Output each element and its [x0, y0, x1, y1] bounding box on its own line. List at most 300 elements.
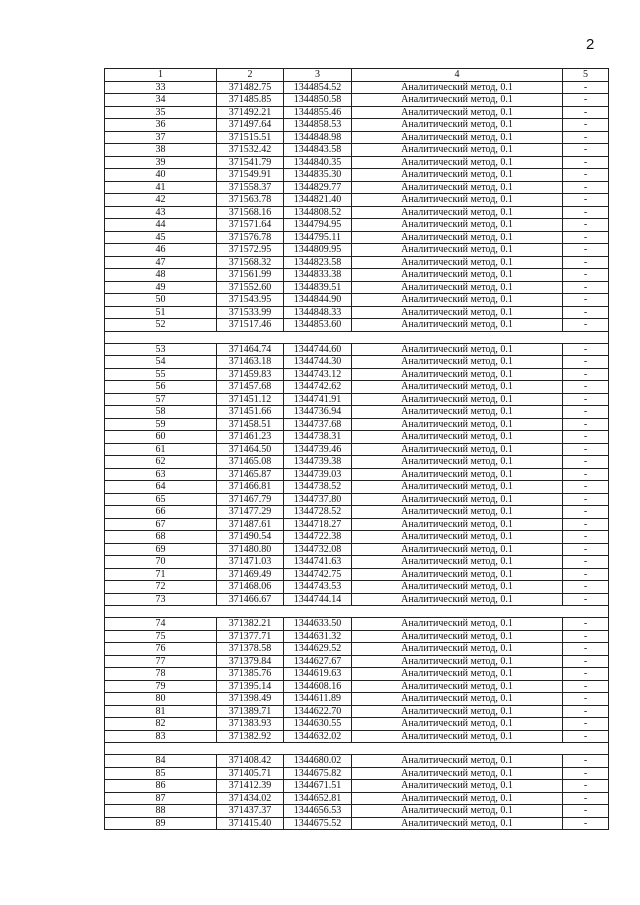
method-cell: Аналитический метод, 0.1: [352, 443, 563, 456]
point-number-cell: 47: [105, 256, 217, 269]
accuracy-cell: -: [563, 718, 609, 731]
accuracy-cell: -: [563, 593, 609, 606]
y-coordinate-cell: 1344737.68: [284, 418, 352, 431]
method-cell: Аналитический метод, 0.1: [352, 181, 563, 194]
x-coordinate-cell: 371408.42: [217, 755, 284, 768]
y-coordinate-cell: 1344722.38: [284, 531, 352, 544]
y-coordinate-cell: 1344848.98: [284, 131, 352, 144]
table-row: [105, 219, 609, 232]
y-coordinate-cell: 1344680.02: [284, 755, 352, 768]
method-cell: Аналитический метод, 0.1: [352, 94, 563, 107]
method-cell: Аналитический метод, 0.1: [352, 805, 563, 818]
x-coordinate-cell: 371405.71: [217, 767, 284, 780]
table-row: [105, 181, 609, 194]
table-row: [105, 817, 609, 830]
point-number-cell: 41: [105, 181, 217, 194]
y-coordinate-cell: 1344821.40: [284, 194, 352, 207]
separator-cell: [284, 606, 352, 618]
x-coordinate-cell: 371463.18: [217, 356, 284, 369]
table-row: [105, 306, 609, 319]
y-coordinate-cell: 1344808.52: [284, 206, 352, 219]
table-body: [105, 81, 609, 830]
accuracy-cell: -: [563, 431, 609, 444]
table-row: [105, 406, 609, 419]
method-cell: Аналитический метод, 0.1: [352, 792, 563, 805]
table-row: [105, 468, 609, 481]
table-row: [105, 418, 609, 431]
x-coordinate-cell: 371379.84: [217, 655, 284, 668]
table-row: [105, 319, 609, 332]
point-number-cell: 55: [105, 368, 217, 381]
accuracy-cell: -: [563, 568, 609, 581]
point-number-cell: 65: [105, 493, 217, 506]
table-row: [105, 94, 609, 107]
accuracy-cell: -: [563, 481, 609, 494]
accuracy-cell: -: [563, 680, 609, 693]
x-coordinate-cell: 371389.71: [217, 705, 284, 718]
y-coordinate-cell: 1344795.11: [284, 231, 352, 244]
table-row: [105, 805, 609, 818]
table-row: [105, 593, 609, 606]
x-coordinate-cell: 371561.99: [217, 269, 284, 282]
method-cell: Аналитический метод, 0.1: [352, 780, 563, 793]
separator-cell: [352, 331, 563, 343]
y-coordinate-cell: 1344611.89: [284, 693, 352, 706]
table-row: [105, 506, 609, 519]
point-number-cell: 70: [105, 556, 217, 569]
table-row: [105, 156, 609, 169]
y-coordinate-cell: 1344743.53: [284, 581, 352, 594]
y-coordinate-cell: 1344738.52: [284, 481, 352, 494]
y-coordinate-cell: 1344850.58: [284, 94, 352, 107]
point-number-cell: 81: [105, 705, 217, 718]
point-number-cell: 62: [105, 456, 217, 469]
y-coordinate-cell: 1344742.62: [284, 381, 352, 394]
table-row: [105, 381, 609, 394]
point-number-cell: 88: [105, 805, 217, 818]
method-cell: Аналитический метод, 0.1: [352, 767, 563, 780]
table-row: [105, 693, 609, 706]
method-cell: Аналитический метод, 0.1: [352, 244, 563, 257]
table-row: [105, 443, 609, 456]
accuracy-cell: -: [563, 356, 609, 369]
method-cell: Аналитический метод, 0.1: [352, 81, 563, 94]
y-coordinate-cell: 1344848.33: [284, 306, 352, 319]
y-coordinate-cell: 1344744.14: [284, 593, 352, 606]
method-cell: Аналитический метод, 0.1: [352, 680, 563, 693]
accuracy-cell: -: [563, 668, 609, 681]
accuracy-cell: -: [563, 493, 609, 506]
y-coordinate-cell: 1344855.46: [284, 106, 352, 119]
point-number-cell: 50: [105, 294, 217, 307]
accuracy-cell: -: [563, 368, 609, 381]
table-row: [105, 81, 609, 94]
y-coordinate-cell: 1344632.02: [284, 730, 352, 743]
x-coordinate-cell: 371382.21: [217, 618, 284, 631]
method-cell: Аналитический метод, 0.1: [352, 144, 563, 157]
method-cell: Аналитический метод, 0.1: [352, 618, 563, 631]
table-row: [105, 643, 609, 656]
accuracy-cell: -: [563, 131, 609, 144]
method-cell: Аналитический метод, 0.1: [352, 294, 563, 307]
method-cell: Аналитический метод, 0.1: [352, 456, 563, 469]
separator-cell: [217, 331, 284, 343]
x-coordinate-cell: 371541.79: [217, 156, 284, 169]
point-number-cell: 78: [105, 668, 217, 681]
method-cell: Аналитический метод, 0.1: [352, 356, 563, 369]
y-coordinate-cell: 1344744.60: [284, 343, 352, 356]
separator-cell: [284, 331, 352, 343]
x-coordinate-cell: 371543.95: [217, 294, 284, 307]
method-cell: Аналитический метод, 0.1: [352, 630, 563, 643]
accuracy-cell: -: [563, 443, 609, 456]
accuracy-cell: -: [563, 256, 609, 269]
x-coordinate-cell: 371398.49: [217, 693, 284, 706]
y-coordinate-cell: 1344741.91: [284, 393, 352, 406]
method-cell: Аналитический метод, 0.1: [352, 655, 563, 668]
point-number-cell: 79: [105, 680, 217, 693]
accuracy-cell: -: [563, 156, 609, 169]
accuracy-cell: -: [563, 294, 609, 307]
y-coordinate-cell: 1344631.32: [284, 630, 352, 643]
x-coordinate-cell: 371437.37: [217, 805, 284, 818]
method-cell: Аналитический метод, 0.1: [352, 718, 563, 731]
accuracy-cell: -: [563, 655, 609, 668]
method-cell: Аналитический метод, 0.1: [352, 368, 563, 381]
accuracy-cell: -: [563, 456, 609, 469]
point-number-cell: 38: [105, 144, 217, 157]
point-number-cell: 73: [105, 593, 217, 606]
point-number-cell: 35: [105, 106, 217, 119]
method-cell: Аналитический метод, 0.1: [352, 319, 563, 332]
point-number-cell: 85: [105, 767, 217, 780]
accuracy-cell: -: [563, 119, 609, 132]
table-row: [105, 281, 609, 294]
y-coordinate-cell: 1344608.16: [284, 680, 352, 693]
y-coordinate-cell: 1344629.52: [284, 643, 352, 656]
table-row: [105, 231, 609, 244]
x-coordinate-cell: 371485.85: [217, 94, 284, 107]
x-coordinate-cell: 371552.60: [217, 281, 284, 294]
accuracy-cell: -: [563, 630, 609, 643]
header-col-4: 4: [352, 69, 563, 82]
x-coordinate-cell: 371466.67: [217, 593, 284, 606]
point-number-cell: 39: [105, 156, 217, 169]
table-row: [105, 131, 609, 144]
accuracy-cell: -: [563, 244, 609, 257]
x-coordinate-cell: 371465.87: [217, 468, 284, 481]
point-number-cell: 77: [105, 655, 217, 668]
y-coordinate-cell: 1344736.94: [284, 406, 352, 419]
method-cell: Аналитический метод, 0.1: [352, 343, 563, 356]
table-row: [105, 655, 609, 668]
point-number-cell: 49: [105, 281, 217, 294]
accuracy-cell: -: [563, 406, 609, 419]
x-coordinate-cell: 371469.49: [217, 568, 284, 581]
method-cell: Аналитический метод, 0.1: [352, 493, 563, 506]
point-number-cell: 54: [105, 356, 217, 369]
page-number: 2: [586, 36, 595, 53]
method-cell: Аналитический метод, 0.1: [352, 730, 563, 743]
table-row: [105, 718, 609, 731]
y-coordinate-cell: 1344718.27: [284, 518, 352, 531]
accuracy-cell: -: [563, 468, 609, 481]
table-row: [105, 481, 609, 494]
accuracy-cell: -: [563, 169, 609, 182]
table-row: [105, 730, 609, 743]
accuracy-cell: -: [563, 518, 609, 531]
accuracy-cell: -: [563, 693, 609, 706]
accuracy-cell: -: [563, 269, 609, 282]
point-number-cell: 83: [105, 730, 217, 743]
x-coordinate-cell: 371568.32: [217, 256, 284, 269]
x-coordinate-cell: 371558.37: [217, 181, 284, 194]
table-row: [105, 431, 609, 444]
x-coordinate-cell: 371482.75: [217, 81, 284, 94]
x-coordinate-cell: 371457.68: [217, 381, 284, 394]
y-coordinate-cell: 1344738.31: [284, 431, 352, 444]
method-cell: Аналитический метод, 0.1: [352, 581, 563, 594]
y-coordinate-cell: 1344671.51: [284, 780, 352, 793]
table-row: [105, 194, 609, 207]
coordinates-sheet: [104, 68, 603, 830]
point-number-cell: 82: [105, 718, 217, 731]
separator-cell: [563, 743, 609, 755]
method-cell: Аналитический метод, 0.1: [352, 393, 563, 406]
accuracy-cell: -: [563, 281, 609, 294]
accuracy-cell: -: [563, 805, 609, 818]
y-coordinate-cell: 1344622.70: [284, 705, 352, 718]
method-cell: Аналитический метод, 0.1: [352, 593, 563, 606]
table-row: [105, 705, 609, 718]
x-coordinate-cell: 371461.23: [217, 431, 284, 444]
point-number-cell: 71: [105, 568, 217, 581]
point-number-cell: 72: [105, 581, 217, 594]
table-row: [105, 531, 609, 544]
separator-cell: [563, 331, 609, 343]
x-coordinate-cell: 371515.51: [217, 131, 284, 144]
group-separator: [105, 331, 609, 343]
x-coordinate-cell: 371464.50: [217, 443, 284, 456]
accuracy-cell: -: [563, 705, 609, 718]
accuracy-cell: -: [563, 531, 609, 544]
separator-cell: [352, 743, 563, 755]
point-number-cell: 42: [105, 194, 217, 207]
x-coordinate-cell: 371451.12: [217, 393, 284, 406]
point-number-cell: 89: [105, 817, 217, 830]
method-cell: Аналитический метод, 0.1: [352, 381, 563, 394]
method-cell: Аналитический метод, 0.1: [352, 256, 563, 269]
x-coordinate-cell: 371415.40: [217, 817, 284, 830]
method-cell: Аналитический метод, 0.1: [352, 281, 563, 294]
y-coordinate-cell: 1344675.82: [284, 767, 352, 780]
table-row: [105, 568, 609, 581]
x-coordinate-cell: 371451.66: [217, 406, 284, 419]
x-coordinate-cell: 371458.51: [217, 418, 284, 431]
x-coordinate-cell: 371532.42: [217, 144, 284, 157]
point-number-cell: 48: [105, 269, 217, 282]
accuracy-cell: -: [563, 393, 609, 406]
accuracy-cell: -: [563, 581, 609, 594]
y-coordinate-cell: 1344833.38: [284, 269, 352, 282]
y-coordinate-cell: 1344630.55: [284, 718, 352, 731]
x-coordinate-cell: 371378.58: [217, 643, 284, 656]
method-cell: Аналитический метод, 0.1: [352, 194, 563, 207]
accuracy-cell: -: [563, 94, 609, 107]
x-coordinate-cell: 371480.80: [217, 543, 284, 556]
y-coordinate-cell: 1344633.50: [284, 618, 352, 631]
method-cell: Аналитический метод, 0.1: [352, 306, 563, 319]
point-number-cell: 57: [105, 393, 217, 406]
y-coordinate-cell: 1344823.58: [284, 256, 352, 269]
method-cell: Аналитический метод, 0.1: [352, 169, 563, 182]
table-row: [105, 144, 609, 157]
method-cell: Аналитический метод, 0.1: [352, 406, 563, 419]
table-row: [105, 767, 609, 780]
method-cell: Аналитический метод, 0.1: [352, 705, 563, 718]
table-row: [105, 493, 609, 506]
x-coordinate-cell: 371385.76: [217, 668, 284, 681]
accuracy-cell: -: [563, 780, 609, 793]
table-row: [105, 581, 609, 594]
header-row: [105, 69, 609, 82]
table-row: [105, 668, 609, 681]
accuracy-cell: -: [563, 206, 609, 219]
method-cell: Аналитический метод, 0.1: [352, 131, 563, 144]
point-number-cell: 34: [105, 94, 217, 107]
method-cell: Аналитический метод, 0.1: [352, 206, 563, 219]
table-row: [105, 780, 609, 793]
accuracy-cell: -: [563, 506, 609, 519]
y-coordinate-cell: 1344739.03: [284, 468, 352, 481]
y-coordinate-cell: 1344853.60: [284, 319, 352, 332]
table-row: [105, 518, 609, 531]
separator-cell: [284, 743, 352, 755]
x-coordinate-cell: 371576.78: [217, 231, 284, 244]
y-coordinate-cell: 1344843.58: [284, 144, 352, 157]
accuracy-cell: -: [563, 219, 609, 232]
x-coordinate-cell: 371497.64: [217, 119, 284, 132]
method-cell: Аналитический метод, 0.1: [352, 543, 563, 556]
y-coordinate-cell: 1344744.30: [284, 356, 352, 369]
point-number-cell: 60: [105, 431, 217, 444]
method-cell: Аналитический метод, 0.1: [352, 693, 563, 706]
y-coordinate-cell: 1344627.67: [284, 655, 352, 668]
separator-cell: [105, 331, 217, 343]
table-row: [105, 294, 609, 307]
x-coordinate-cell: 371477.29: [217, 506, 284, 519]
accuracy-cell: -: [563, 381, 609, 394]
separator-cell: [217, 606, 284, 618]
point-number-cell: 64: [105, 481, 217, 494]
accuracy-cell: -: [563, 767, 609, 780]
method-cell: Аналитический метод, 0.1: [352, 518, 563, 531]
separator-cell: [217, 743, 284, 755]
coordinates-table: [104, 68, 609, 830]
point-number-cell: 84: [105, 755, 217, 768]
method-cell: Аналитический метод, 0.1: [352, 468, 563, 481]
table-row: [105, 630, 609, 643]
x-coordinate-cell: 371467.79: [217, 493, 284, 506]
method-cell: Аналитический метод, 0.1: [352, 556, 563, 569]
y-coordinate-cell: 1344743.12: [284, 368, 352, 381]
point-number-cell: 36: [105, 119, 217, 132]
header-col-1: 1: [105, 69, 217, 82]
method-cell: Аналитический метод, 0.1: [352, 817, 563, 830]
point-number-cell: 40: [105, 169, 217, 182]
x-coordinate-cell: 371383.93: [217, 718, 284, 731]
x-coordinate-cell: 371563.78: [217, 194, 284, 207]
x-coordinate-cell: 371377.71: [217, 630, 284, 643]
x-coordinate-cell: 371571.64: [217, 219, 284, 232]
table-row: [105, 119, 609, 132]
accuracy-cell: -: [563, 543, 609, 556]
accuracy-cell: -: [563, 306, 609, 319]
y-coordinate-cell: 1344835.30: [284, 169, 352, 182]
separator-cell: [105, 743, 217, 755]
accuracy-cell: -: [563, 418, 609, 431]
table-row: [105, 543, 609, 556]
point-number-cell: 75: [105, 630, 217, 643]
x-coordinate-cell: 371471.03: [217, 556, 284, 569]
accuracy-cell: -: [563, 556, 609, 569]
y-coordinate-cell: 1344854.52: [284, 81, 352, 94]
point-number-cell: 74: [105, 618, 217, 631]
table-row: [105, 755, 609, 768]
accuracy-cell: -: [563, 618, 609, 631]
y-coordinate-cell: 1344656.53: [284, 805, 352, 818]
y-coordinate-cell: 1344844.90: [284, 294, 352, 307]
method-cell: Аналитический метод, 0.1: [352, 668, 563, 681]
y-coordinate-cell: 1344675.52: [284, 817, 352, 830]
x-coordinate-cell: 371533.99: [217, 306, 284, 319]
accuracy-cell: -: [563, 643, 609, 656]
accuracy-cell: -: [563, 319, 609, 332]
point-number-cell: 80: [105, 693, 217, 706]
y-coordinate-cell: 1344652.81: [284, 792, 352, 805]
x-coordinate-cell: 371568.16: [217, 206, 284, 219]
table-row: [105, 244, 609, 257]
method-cell: Аналитический метод, 0.1: [352, 506, 563, 519]
x-coordinate-cell: 371434.02: [217, 792, 284, 805]
table-row: [105, 169, 609, 182]
y-coordinate-cell: 1344741.63: [284, 556, 352, 569]
table-row: [105, 206, 609, 219]
method-cell: Аналитический метод, 0.1: [352, 119, 563, 132]
accuracy-cell: -: [563, 343, 609, 356]
point-number-cell: 66: [105, 506, 217, 519]
x-coordinate-cell: 371395.14: [217, 680, 284, 693]
method-cell: Аналитический метод, 0.1: [352, 231, 563, 244]
point-number-cell: 59: [105, 418, 217, 431]
separator-cell: [563, 606, 609, 618]
method-cell: Аналитический метод, 0.1: [352, 156, 563, 169]
table-row: [105, 269, 609, 282]
y-coordinate-cell: 1344794.95: [284, 219, 352, 232]
table-row: [105, 393, 609, 406]
table-row: [105, 106, 609, 119]
accuracy-cell: -: [563, 106, 609, 119]
accuracy-cell: -: [563, 730, 609, 743]
point-number-cell: 76: [105, 643, 217, 656]
header-col-5: 5: [563, 69, 609, 82]
accuracy-cell: -: [563, 817, 609, 830]
method-cell: Аналитический метод, 0.1: [352, 106, 563, 119]
y-coordinate-cell: 1344809.95: [284, 244, 352, 257]
x-coordinate-cell: 371464.74: [217, 343, 284, 356]
x-coordinate-cell: 371465.08: [217, 456, 284, 469]
point-number-cell: 61: [105, 443, 217, 456]
